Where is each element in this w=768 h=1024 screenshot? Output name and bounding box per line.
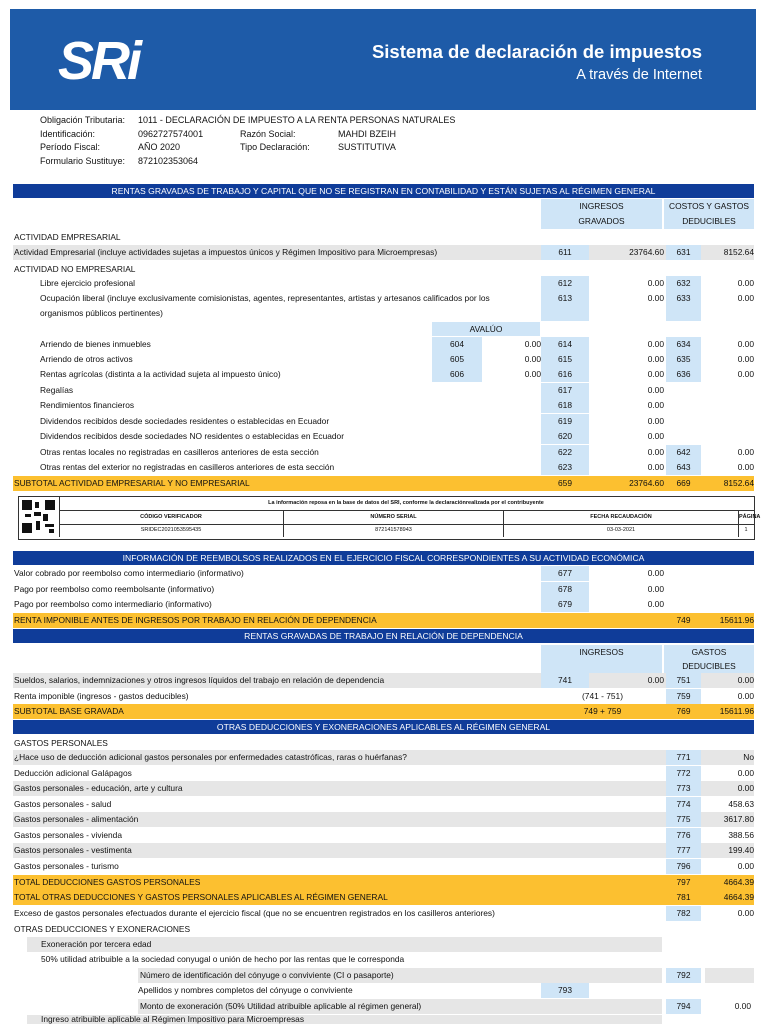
pagina-number: 1: [738, 524, 753, 537]
row-label: TOTAL DEDUCCIONES GASTOS PERSONALES: [14, 877, 201, 887]
razon-label: Razón Social:: [240, 129, 296, 139]
value-617: 0.00: [647, 385, 664, 395]
formula-769: 749 + 759: [583, 706, 622, 716]
casillero-776: 776: [666, 828, 701, 843]
casillero-623: 623: [541, 460, 589, 475]
casillero-613: 613: [541, 291, 589, 321]
numero-serial: 872141578943: [283, 524, 503, 537]
casillero-679: 679: [541, 597, 589, 612]
row-793: [13, 983, 754, 998]
casillero-612: 612: [541, 276, 589, 291]
row-612: [13, 276, 754, 291]
casillero-622: 622: [541, 445, 589, 460]
value-769: 15611.96: [719, 706, 754, 716]
header-costos-line2: DEDUCIBLES: [682, 216, 736, 226]
casillero-619: 619: [541, 414, 589, 429]
casillero-759: 759: [666, 689, 701, 704]
casillero-797: 797: [676, 877, 691, 887]
value-659: 23764.60: [629, 478, 664, 488]
casillero-796: 796: [666, 859, 701, 874]
row-label: Ingreso atribuible aplicable al Régimen Impositivo para Microempresas: [41, 1015, 305, 1024]
row-label: Arriendo de bienes inmuebles: [40, 339, 151, 349]
row-label: Gastos personales - educación, arte y cultura: [14, 783, 183, 793]
row-label: SUBTOTAL ACTIVIDAD EMPRESARIAL Y NO EMPRESARIAL: [14, 478, 250, 488]
casillero-781: 781: [676, 892, 691, 902]
casillero-615: 615: [541, 352, 589, 367]
casillero-751: 751: [666, 673, 701, 688]
row-label: Valor cobrado por reembolso como intermediario (informativo): [14, 568, 244, 578]
row-label: Dividendos recibidos desde sociedades NO residentes o establecidas en Ecuador: [40, 431, 345, 441]
row-label: Gastos personales - vestimenta: [14, 845, 132, 855]
row-773: [13, 781, 754, 796]
row-796: [13, 859, 754, 874]
casillero-604: 604: [432, 337, 482, 352]
casillero-617: 617: [541, 383, 589, 398]
casillero-677: 677: [541, 566, 589, 581]
value-631: 8152.64: [723, 247, 754, 257]
value-781: 4664.39: [723, 892, 754, 902]
obligacion-value: 1011 - DECLARACIÓN DE IMPUESTO A LA RENTA PERSONAS NATURALES: [138, 115, 456, 125]
casillero-633: 633: [666, 291, 701, 321]
header-ingresos-line2: GRAVADOS: [578, 216, 625, 226]
periodo-value: AÑO 2020: [138, 142, 181, 152]
row-679: [13, 597, 754, 612]
value-604: 0.00: [524, 339, 541, 349]
header-subtitle: A través de Internet: [576, 67, 702, 83]
value-782: 0.00: [737, 908, 754, 918]
fecha-recaudacion: 03-03-2021: [503, 524, 738, 537]
value-616: 0.00: [647, 369, 664, 379]
casillero-632: 632: [666, 276, 701, 291]
row-678: [13, 582, 754, 597]
row-741: [13, 673, 754, 688]
row-759: [13, 689, 754, 704]
value-615: 0.00: [647, 354, 664, 364]
header-costos-gastos: [664, 199, 754, 229]
casillero-775: 775: [666, 812, 701, 827]
casillero-635: 635: [666, 352, 701, 367]
value-759: 0.00: [737, 691, 754, 701]
casillero-749: 749: [676, 615, 691, 625]
value-775: 3617.80: [723, 814, 754, 824]
casillero-642: 642: [666, 445, 701, 460]
row-label: SUBTOTAL BASE GRAVADA: [14, 706, 124, 716]
row-label: Deducción adicional Galápagos: [14, 768, 132, 778]
row-utilidad-conyugal: [13, 952, 754, 967]
value-776: 388.56: [728, 830, 754, 840]
value-741: 0.00: [647, 675, 664, 685]
value-622: 0.00: [647, 447, 664, 457]
value-773: 0.00: [737, 783, 754, 793]
header-gastos-line1: GASTOS: [691, 647, 727, 657]
identificacion-label: Identificación:: [40, 129, 96, 139]
value-794: 0.00: [734, 1001, 751, 1011]
page-header: [10, 9, 756, 110]
row-677: [13, 566, 754, 581]
row-782: [13, 906, 754, 921]
qr-code-icon: [19, 497, 60, 537]
verification-note: La información reposa en la base de datos del SRI, conforme la declaraciónrealizada por el contribuyente: [268, 500, 544, 506]
value-792[interactable]: [705, 968, 754, 983]
row-label: Gastos personales - alimentación: [14, 814, 139, 824]
section-title-otras-deducciones: OTRAS DEDUCCIONES Y EXONERACIONES APLICABLES AL RÉGIMEN GENERAL: [13, 720, 754, 734]
value-749: 15611.96: [719, 615, 754, 625]
section-title-rentas-gravadas: RENTAS GRAVADAS DE TRABAJO Y CAPITAL QUE NO SE REGISTRAN EN CONTABILIDAD Y ESTÁN SUJETAS AL RÉGIMEN GENERAL: [13, 184, 754, 198]
value-678: 0.00: [647, 584, 664, 594]
casillero-614: 614: [541, 337, 589, 352]
formulario-label: Formulario Sustituye:: [40, 156, 126, 166]
row-792: [138, 968, 662, 983]
row-611: [13, 245, 754, 260]
casillero-669: 669: [676, 478, 691, 488]
value-606: 0.00: [524, 369, 541, 379]
casillero-616: 616: [541, 367, 589, 382]
row-label: Dividendos recibidos desde sociedades residentes o establecidas en Ecuador: [40, 416, 330, 426]
value-614: 0.00: [647, 339, 664, 349]
row-797: [13, 875, 754, 890]
value-620: 0.00: [647, 431, 664, 441]
row-616: [13, 367, 754, 382]
header-gastos-deducibles: [664, 645, 754, 674]
value-635: 0.00: [737, 354, 754, 364]
value-636: 0.00: [737, 369, 754, 379]
header-costos-line1: COSTOS Y GASTOS: [669, 201, 749, 211]
value-611: 23764.60: [629, 247, 664, 257]
row-615: [13, 352, 754, 367]
otras-deducciones-heading: OTRAS DEDUCCIONES Y EXONERACIONES: [14, 924, 191, 934]
casillero-611: 611: [541, 245, 589, 260]
header-avaluo: AVALÚO: [432, 322, 540, 336]
row-subtotal-659: [13, 476, 754, 491]
casillero-643: 643: [666, 460, 701, 475]
row-622: [13, 445, 754, 460]
row-label: Renta imponible (ingresos - gastos deducibles): [14, 691, 189, 701]
casillero-769: 769: [676, 706, 691, 716]
tipo-value: SUSTITUTIVA: [338, 142, 396, 152]
codigo-verificador: SRIDEC2021053595435: [140, 527, 202, 533]
casillero-773: 773: [666, 781, 701, 796]
casillero-793: 793: [541, 983, 589, 998]
value-618: 0.00: [647, 400, 664, 410]
header-pagina: PÁGINA: [738, 511, 753, 524]
periodo-label: Período Fiscal:: [40, 142, 101, 152]
header-codigo: CÓDIGO VERIFICADOR: [140, 514, 202, 520]
casillero-605: 605: [432, 352, 482, 367]
value-642: 0.00: [737, 447, 754, 457]
casillero-772: 772: [666, 766, 701, 781]
row-label: ¿Hace uso de deducción adicional gastos personales por enfermedades catastróficas, raras o huérfanas?: [14, 752, 407, 762]
row-617: [13, 383, 754, 398]
row-775: [13, 812, 754, 827]
casillero-620: 620: [541, 429, 589, 444]
header-gastos-line2: DEDUCIBLES: [682, 661, 736, 671]
row-618: [13, 398, 754, 413]
casillero-659: 659: [558, 478, 572, 488]
row-label: Pago por reembolso como reembolsante (informativo): [14, 584, 215, 594]
gastos-personales-heading: GASTOS PERSONALES: [14, 738, 108, 748]
row-781: [13, 890, 754, 905]
row-label-line1: Ocupación liberal (incluye exclusivamente comisionistas, agentes, representantes, artistas y artesanos calificados por los: [40, 293, 490, 303]
row-614: [13, 337, 754, 352]
row-613: [13, 291, 754, 321]
casillero-636: 636: [666, 367, 701, 382]
value-613: 0.00: [647, 293, 664, 303]
formulario-value: 872102353064: [138, 156, 199, 166]
casillero-792: 792: [666, 968, 701, 983]
row-771: [13, 750, 754, 765]
row-label: Rendimientos financieros: [40, 400, 135, 410]
row-623: [13, 460, 754, 475]
value-751: 0.00: [737, 675, 754, 685]
value-796: 0.00: [737, 861, 754, 871]
row-label-line2: organismos públicos pertinentes): [40, 308, 163, 318]
value-797: 4664.39: [723, 877, 754, 887]
casillero-771: 771: [666, 750, 701, 765]
row-label: Sueldos, salarios, indemnizaciones y otros ingresos líquidos del trabajo en relación de dependencia: [14, 675, 385, 685]
row-749: [13, 613, 754, 628]
row-769: [13, 704, 754, 719]
casillero-606: 606: [432, 367, 482, 382]
row-619: [13, 414, 754, 429]
header-ingresos-line1: INGRESOS: [579, 201, 624, 211]
row-label: Otras rentas locales no registradas en casilleros anteriores de esta sección: [40, 447, 319, 457]
value-643: 0.00: [737, 462, 754, 472]
identificacion-value: 0962727574001: [138, 129, 204, 139]
casillero-794: 794: [666, 999, 701, 1014]
actividad-no-empresarial-heading: ACTIVIDAD NO EMPRESARIAL: [14, 264, 136, 274]
row-label: Exoneración por tercera edad: [41, 939, 152, 949]
value-634: 0.00: [737, 339, 754, 349]
row-label: Gastos personales - salud: [14, 799, 112, 809]
row-label: Arriendo de otros activos: [40, 354, 133, 364]
row-label: Apellidos y nombres completos del cónyuge o conviviente: [138, 985, 353, 995]
value-619: 0.00: [647, 416, 664, 426]
verification-table: [18, 496, 761, 540]
row-label: Gastos personales - vivienda: [14, 830, 122, 840]
row-tercera-edad: [27, 937, 662, 952]
value-677: 0.00: [647, 568, 664, 578]
row-label: Monto de exoneración (50% Utilidad atribuible aplicable al régimen general): [140, 1001, 422, 1011]
casillero-782: 782: [666, 906, 701, 921]
value-612: 0.00: [647, 278, 664, 288]
casillero-631: 631: [666, 245, 701, 260]
row-label: Rentas agrícolas (distinta a la actividad sujeta al impuesto único): [40, 369, 281, 379]
razon-value: MAHDI BZEIH: [338, 129, 397, 139]
row-label: Exceso de gastos personales efectuados durante el ejercicio fiscal (que no se encuentren registrados en los casilleros anteriores): [14, 908, 495, 918]
row-label: Gastos personales - turismo: [14, 861, 119, 871]
row-620: [13, 429, 754, 444]
casillero-678: 678: [541, 582, 589, 597]
value-774: 458.63: [728, 799, 754, 809]
header-ingresos: INGRESOS: [541, 645, 662, 674]
row-label: 50% utilidad atribuible a la sociedad conyugal o unión de hecho por las rentas que le corresponda: [41, 954, 405, 964]
row-label: TOTAL OTRAS DEDUCCIONES Y GASTOS PERSONALES APLICABLES AL RÉGIMEN GENERAL: [14, 892, 388, 902]
row-774: [13, 797, 754, 812]
row-label: RENTA IMPONIBLE ANTES DE INGRESOS POR TRABAJO EN RELACIÓN DE DEPENDENCIA: [14, 615, 377, 625]
row-776: [13, 828, 754, 843]
value-679: 0.00: [647, 599, 664, 609]
header-serial: NÚMERO SERIAL: [283, 511, 503, 524]
section-title-reembolsos: INFORMACIÓN DE REEMBOLSOS REALIZADOS EN EL EJERCICIO FISCAL CORRESPONDIENTES A SU ACTIVIDAD ECONÓMICA: [13, 551, 754, 565]
row-label: Número de identificación del cónyuge o conviviente (CI o pasaporte): [140, 970, 394, 980]
row-794: [138, 999, 662, 1014]
header-title: Sistema de declaración de impuestos: [371, 41, 702, 62]
value-632: 0.00: [737, 278, 754, 288]
value-772: 0.00: [737, 768, 754, 778]
header-ingresos-gravados: [541, 199, 662, 229]
row-772: [13, 766, 754, 781]
casillero-774: 774: [666, 797, 701, 812]
section-title-relacion-dependencia: RENTAS GRAVADAS DE TRABAJO EN RELACIÓN DE DEPENDENCIA: [13, 629, 754, 643]
obligacion-label: Obligación Tributaria:: [40, 115, 126, 125]
actividad-empresarial-heading: ACTIVIDAD EMPRESARIAL: [14, 232, 121, 242]
value-669: 8152.64: [723, 478, 754, 488]
row-label: Libre ejercicio profesional: [40, 278, 135, 288]
casillero-741: 741: [541, 673, 589, 688]
row-777: [13, 843, 754, 858]
casillero-634: 634: [666, 337, 701, 352]
row-label: Otras rentas del exterior no registradas en casilleros anteriores de esta sección: [40, 462, 335, 472]
value-605: 0.00: [524, 354, 541, 364]
value-633: 0.00: [737, 293, 754, 303]
header-fecha: FECHA RECAUDACIÓN: [503, 511, 738, 524]
value-623: 0.00: [647, 462, 664, 472]
row-label: Pago por reembolso como intermediario (informativo): [14, 599, 212, 609]
value-771: No: [743, 752, 754, 762]
formula-759: (741 - 751): [582, 691, 623, 701]
row-label: Regalías: [40, 385, 74, 395]
tipo-label: Tipo Declaración:: [240, 142, 310, 152]
casillero-777: 777: [666, 843, 701, 858]
value-777: 199.40: [728, 845, 754, 855]
sri-logo: SRi: [58, 31, 140, 91]
row-label: Actividad Empresarial (incluye actividades sujetas a impuestos únicos y Régimen Impositivo para Microempresas): [14, 247, 438, 257]
casillero-618: 618: [541, 398, 589, 413]
row-microempresas: [27, 1015, 662, 1024]
